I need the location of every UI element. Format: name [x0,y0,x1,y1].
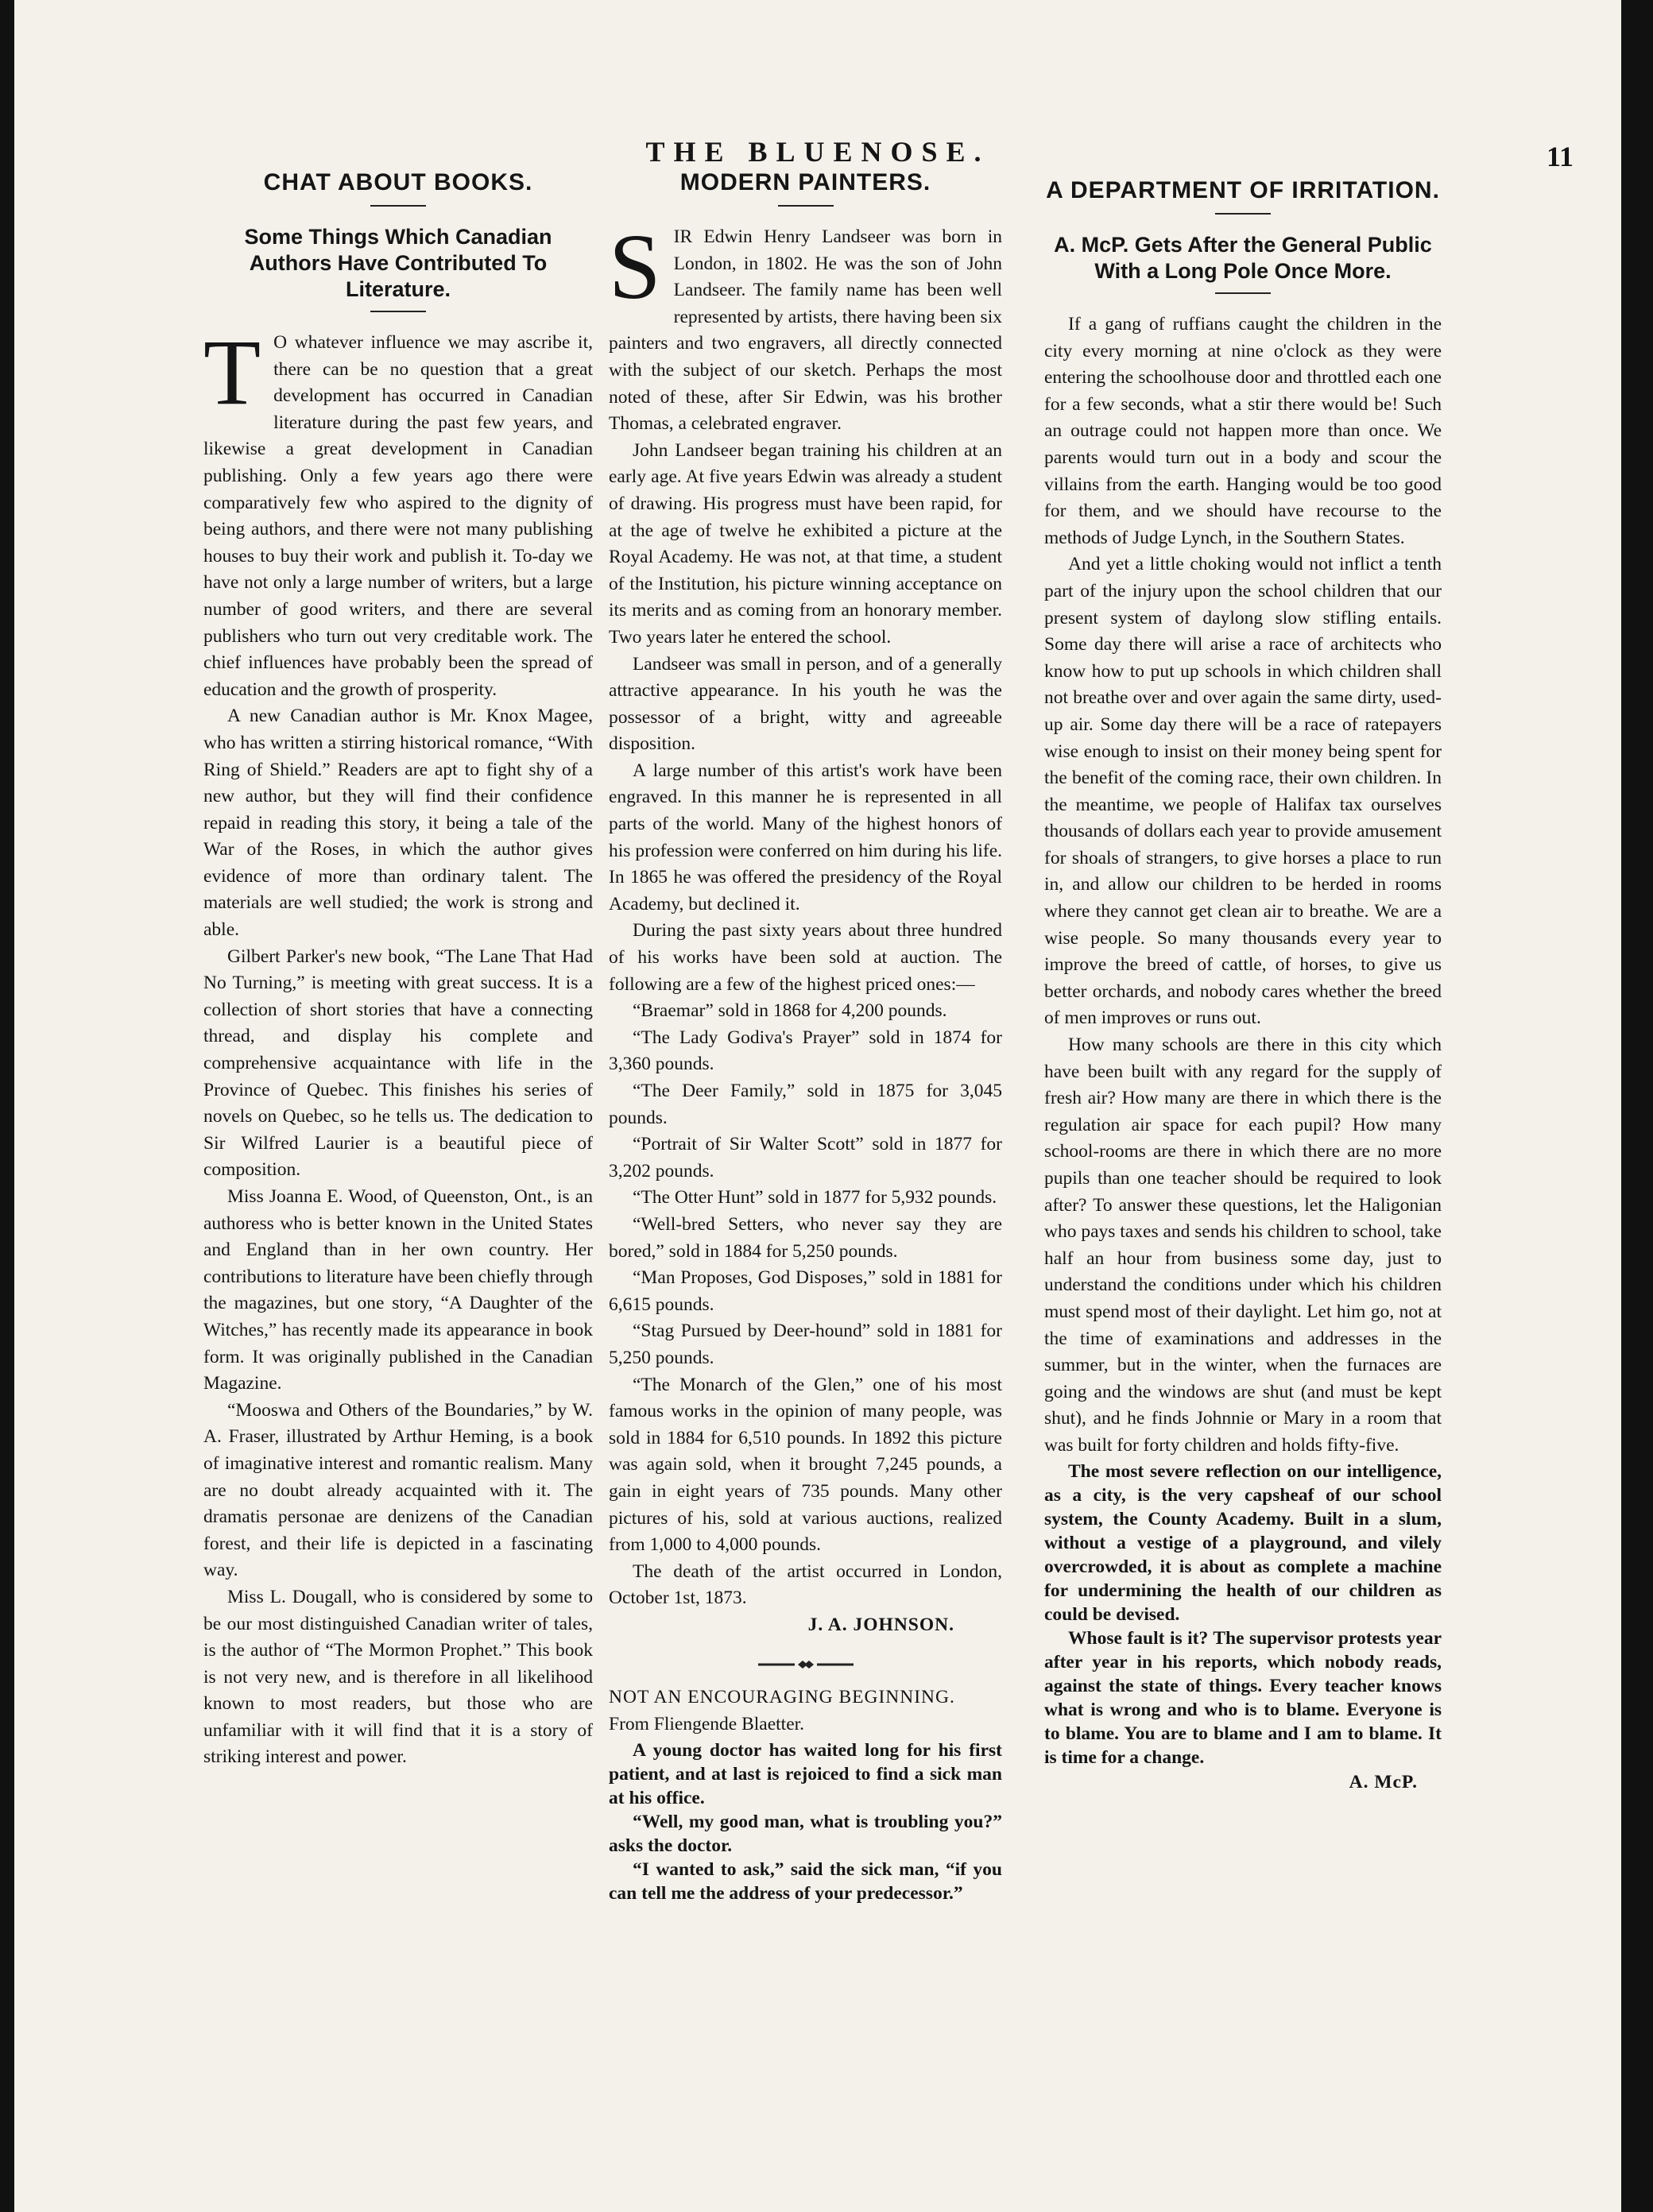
divider [778,205,834,207]
newspaper-page [14,0,1621,2212]
article-paragraph: And yet a little choking would not inflict a tenth part of the injury upon the school children that our present system of daylong slow stifling entails. Some day there will arise a race of architects who know how to put up schools in which children shall not breathe over and over again the same dirty, used-up air. Some day there will be a race of ratepayers wise enough to insist on their money being spent for the benefit of the coming race, their own children. In the meantime, we people of Halifax tax ourselves thousands of dollars each year to provide amusement for shoals of strangers, to give horses a place to run in, and allow our children to be herded in rooms where they cannot get clean air to breathe. We are a wise people. So many thousands every year to improve the breed of cattle, of horses, to give us better orchards, and nobody cares whether the breed of men improves or runs out. [1044,554,1442,1029]
author-signature: A. McP. [1349,1771,1418,1792]
column-department-of-irritation [1044,176,1442,1796]
article-source: From Fliengende Blaetter. [609,1714,805,1735]
author-signature: J. A. JOHNSON. [807,1614,954,1635]
article-subhead: Some Things Which Canadian Authors Have Contributed To Literature. [244,225,552,301]
sale-entry: “Man Proposes, God Disposes,” sold in 1881 for 6,615 pounds. [609,1267,1002,1315]
sale-entry: “Braemar” sold in 1868 for 4,200 pounds. [633,1000,947,1022]
article-headline: MODERN PAINTERS. [679,169,931,195]
column-chat-about-books [203,168,593,1771]
article-paragraph: Gilbert Parker's new book, “The Lane That Had No Turning,” is meeting with great success. It is a collection of short stories that have a connecting thread, and display his complete and comprehensive acquaintance with life in the Province of Quebec. This finishes his series of novels on Quebec, so he tells us. The dedication to Sir Wilfred Laurier is a beautiful piece of composition. [203,946,593,1181]
article-title: NOT AN ENCOURAGING BEGINNING. [609,1687,955,1708]
divider [370,205,426,207]
sale-entry: “Portrait of Sir Walter Scott” sold in 1877 for 3,202 pounds. [609,1134,1002,1181]
article-paragraph: During the past sixty years about three hundred of his works have been sold at auction. The following are a few of the highest priced ones:— [609,920,1002,995]
article-paragraph: A large number of this artist's work have been engraved. In this manner he is represented in all parts of the world. Many of the highest honors of his profession were conferred on him during his life. In 1865 he was offered the presidency of the Royal Academy, but declined it. [609,760,1002,915]
article-paragraph: “I wanted to ask,” said the sick man, “if you can tell me the address of your predecessor.” [609,1858,1002,1904]
article-paragraph: SIR Edwin Henry Landseer was born in London, in 1802. He was the son of John Landseer. The family name has been well represented by artists, there having been six painters and two engravers, all directly connected with the subject of our sketch. Perhaps the most noted of these, after Sir Edwin, was his brother Thomas, a celebrated engraver. [609,215,1002,435]
article-headline: CHAT ABOUT BOOKS. [263,169,533,195]
ornament-divider-icon [758,1659,854,1670]
sale-entry: “Stag Pursued by Deer-hound” sold in 1881 for 5,250 pounds. [609,1321,1002,1368]
article-paragraph: A young doctor has waited long for his first patient, and at last is rejoiced to find a sick man at his office. [609,1739,1002,1808]
sale-entry: “The Otter Hunt” sold in 1877 for 5,932 pounds. [633,1187,997,1208]
article-paragraph: Whose fault is it? The supervisor protests year after year in his reports, which nobody reads, against the state of things. Every teacher knows what is wrong and who is to blame. Everyone is to blame. You are to blame and I am to blame. It is time for a change. [1044,1627,1442,1768]
sale-entry: “Well-bred Setters, who never say they are bored,” sold in 1884 for 5,250 pounds. [609,1213,1002,1262]
article-paragraph: The most severe reflection on our intelligence, as a city, is the very capsheaf of our school system, the County Academy. Built in a slum, without a vestige of a playground, and vilely overcrowded, it is about as complete a machine for undermining the health of our children as could be devised. [1044,1460,1442,1625]
divider [1215,213,1271,215]
article-paragraph: Miss Joanna E. Wood, of Queenston, Ont., is an authoress who is better known in the United States and England than in her own country. Her contributions to literature have been chiefly through the magazines, but one story, “A Daughter of the Witches,” has recently made its appearance in book form. It was originally published in the Canadian Magazine. [203,1186,593,1394]
article-headline: A DEPARTMENT OF IRRITATION. [1046,177,1440,203]
divider [1215,292,1271,294]
article-paragraph: Miss L. Dougall, who is considered by some to be our most distinguished Canadian writer of tales, is the author of “The Mormon Prophet.” This book is not very new, and is therefore in all likelihood known to most readers, but those who are unfamiliar with it will find that it is a story of striking interest and power. [203,1586,593,1768]
article-paragraph: “Well, my good man, what is troubling you?” asks the doctor. [609,1811,1002,1856]
drop-cap: S [609,215,661,319]
sale-entry: “The Deer Family,” sold in 1875 for 3,045 pounds. [609,1081,1002,1128]
sale-entry: “The Lady Godiva's Prayer” sold in 1874 for 3,360 pounds. [609,1027,1002,1075]
drop-cap: T [203,320,261,424]
article-paragraph: T O whatever influence we may ascribe it, there can be no question that a great development has occurred in Canadian literature during the past few years, and likewise a great development in Canadian publishing. Only a few years ago there were comparatively few who aspired to the dignity of being authors, and there were not many publishing houses to buy their work and publish it. To-day we have not only a large number of writers, but a large number of good writers, and there are several publishers who turn out very creditable work. The chief influences have probably been the spread of education and the growth of prosperity. [203,320,593,700]
article-paragraph: John Landseer began training his children at an early age. At five years Edwin was already a student of drawing. His progress must have been rapid, for at the age of twelve he exhibited a picture at the Royal Academy. He was not, at that time, a student of the Institution, his picture winning acceptance on its merits and as coming from an honorary member. Two years later he entered the school. [609,439,1002,648]
article-paragraph: How many schools are there in this city which have been built with any regard for the supply of fresh air? How many are there in which there is the regulation air space for each pupil? How many school-rooms are there in which there are no more pupils than one teacher should be required to look after? To answer these questions, let the Haligonian who pays taxes and sends his children to school, take half an hour from business some day, just to understand the conditions under which his children must spend most of their daylight. Let him go, not at the time of examinations and addresses in the summer, but in the winter, when the furnaces are going and the windows are shut (and must be kept shut), and he finds Johnnie or Mary in a room that was built for forty children and holds fifty-five. [1044,1034,1442,1456]
divider [370,311,426,312]
article-paragraph: The death of the artist occurred in London, October 1st, 1873. [609,1560,1002,1609]
article-subhead: A. McP. Gets After the General Public With a Long Pole Once More. [1054,233,1432,283]
article-paragraph: “Mooswa and Others of the Boundaries,” by W. A. Fraser, illustrated by Arthur Heming, is a book of imaginative interest and romantic realism. Many are no doubt already acquainted with it. The dramatis personae are denizens of the Canadian forest, and their life is depicted in a fascinating way. [203,1399,593,1581]
page-number: 11 [1546,141,1574,172]
article-paragraph: If a gang of ruffians caught the children in the city every morning at nine o'clock as they were entering the schoolhouse door and throttled each one for a few seconds, what a stir there would be! Such an outrage could not happen more than once. We parents would turn out in a body and scour the villains from the earth. Hanging would be too good for them, and we should have recourse to the methods of Judge Lynch, in the Southern States. [1044,314,1442,548]
column-modern-painters [609,168,1002,1905]
article-paragraph: Landseer was small in person, and of a generally attractive appearance. In his youth he was the possessor of a bright, witty and agreeable disposition. [609,653,1002,755]
article-paragraph: “The Monarch of the Glen,” one of his most famous works in the opinion of many people, was sold in 1884 for 6,510 pounds. In 1892 this picture was again sold, when it brought 7,245 pounds, a gain in eight years of 735 pounds. Many other pictures of his, sold at various auctions, realized from 1,000 to 4,000 pounds. [609,1374,1002,1556]
running-head: THE BLUENOSE. [645,136,990,168]
article-paragraph: A new Canadian author is Mr. Knox Magee, who has written a stirring historical romance, “With Ring of Shield.” Readers are apt to fight shy of a new author, but they will find their confidence repaid in reading this story, it being a tale of the War of the Roses, in which the author gives evidence of more than ordinary talent. The materials are well studied; the work is strong and able. [203,706,593,941]
